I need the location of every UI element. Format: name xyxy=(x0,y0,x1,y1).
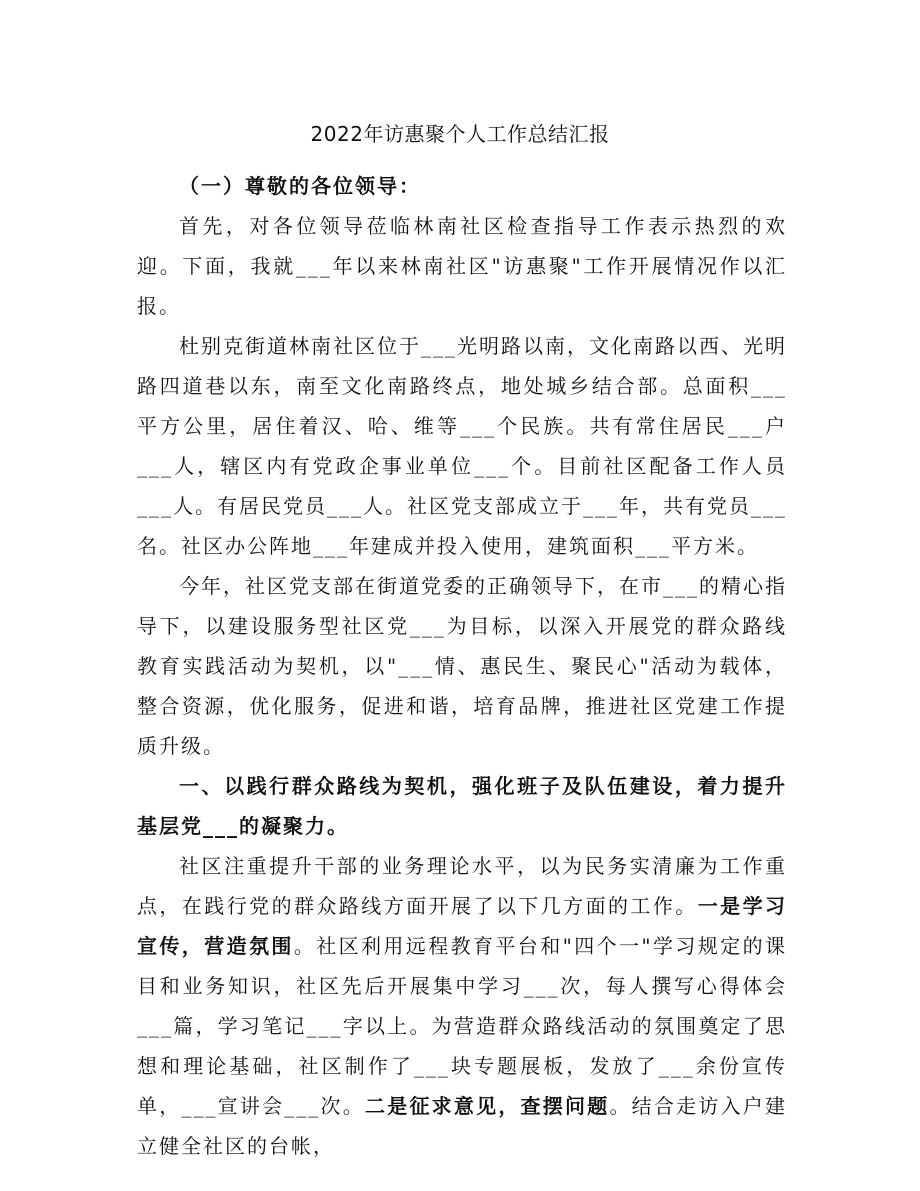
document-title: 2022年访惠聚个人工作总结汇报 xyxy=(310,122,610,146)
section-heading-1: 一、以践行群众路线为契机，强化班子及队伍建设，着力提升基层党___的凝聚力。 xyxy=(137,774,787,838)
paragraph-annual-work: 今年，社区党支部在街道党委的正确领导下，在市___的精心指导下，以建设服务型社区党___为目标，以深入开展党的群众路线教育实践活动为契机，以"___情、惠民生、聚民心"活动为载体，整合资源，优化服务，促进和谐，培育品牌，推进社区党建工作提质升级。 xyxy=(137,574,787,758)
point-two-text: 。结合走访入户建立健全社区的台帐， xyxy=(137,1094,788,1158)
point-one-text: 。社区利用远程教育平台和"四个一"学习规定的课目和业务知识，社区先后开展集中学习___次，每人撰写心得体会___篇，学习笔记___字以上。为营造群众路线活动的氛围奠定了思想和理论基础，社区制作了___块专题展板，发放了___余份宣传单，___宣讲会___次。 xyxy=(137,934,788,1118)
salutation: （一）尊敬的各位领导： xyxy=(179,174,421,198)
paragraph-welcome: 首先，对各位领导莅临林南社区检查指导工作表示热烈的欢迎。下面，我就___年以来林南社区"访惠聚"工作开展情况作以汇报。 xyxy=(137,214,787,318)
paragraph-community-overview: 杜别克街道林南社区位于___光明路以南，文化南路以西、光明路四道巷以东，南至文化南路终点，地处城乡结合部。总面积___平方公里，居住着汉、哈、维等___个民族。共有常住居民___户___人，辖区内有党政企事业单位___个。目前社区配备工作人员___人。有居民党员___人。社区党支部成立于___年，共有党员___名。社区办公阵地___年建成并投入使用，建筑面积___平方米。 xyxy=(137,334,787,558)
document-body xyxy=(137,166,787,1166)
point-two-heading: 二是征求意见，查摆问题 xyxy=(365,1094,610,1118)
point-one-heading: 一是学习宣传，营造氛围 xyxy=(137,894,788,958)
paragraph-section-1-intro: 社区注重提升干部的业务理论水平，以为民务实清廉为工作重点，在践行党的群众路线方面开展了以下几方面的工作。 xyxy=(137,854,787,918)
paragraph-section-1 xyxy=(137,846,787,1166)
